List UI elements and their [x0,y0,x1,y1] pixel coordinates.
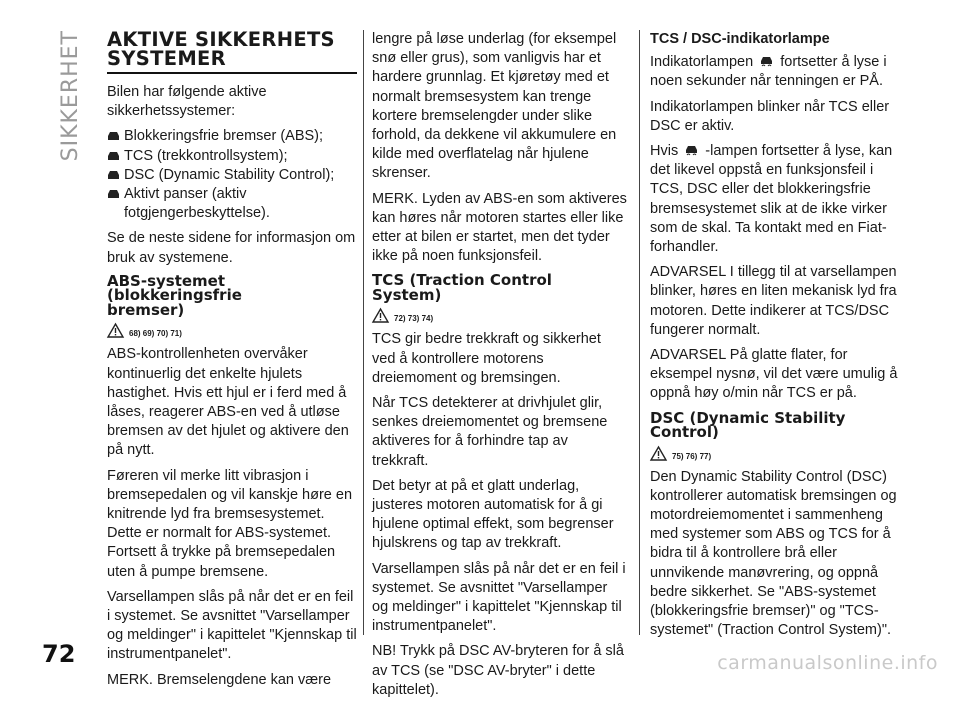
column-divider [639,30,640,635]
systems-list [107,127,357,223]
paragraph: Indikatorlampen fortsetter å lyse i noen sekunder når tenningen er PÅ. [650,54,887,90]
chapter-title: AKTIVE SIKKERHETS SYSTEMER [107,30,357,74]
paragraph: Det betyr at på et glatt underlag, justeres motoren automatisk for å gi hjulene optimal effekt, som begrenser hjulskrens og tap av trekkraft. [372,477,614,552]
indicator-subhead: TCS / DSC-indikatorlampe [650,31,830,47]
list-item: DSC (Dynamic Stability Control); [107,166,357,185]
column-1 [107,30,357,696]
column-2 [372,30,627,706]
list-item: Aktivt panser (aktiv fotgjengerbeskyttelse). [107,185,357,223]
section-label: SIKKERHET [58,30,83,162]
paragraph: Hvis -lampen fortsetter å lyse, kan det likevel oppstå en funksjonsfeil i TCS, DSC eller det blokkeringsfrie bremsesystemet slik at de ikke virker som de skal. Ta kontakt med en Fiat-forhandler. [650,143,893,256]
see-next-text: Se de neste sidene for informasjon om bruk av systemene. [107,230,356,266]
paragraph: ADVARSEL På glatte flater, for eksempel nysnø, vil det være umulig å oppnå høy o/min når TCS er på. [650,347,898,402]
abs-warning-refs [107,323,357,338]
paragraph: MERK. Bremselengdene kan være [107,671,332,688]
car-bullet-icon [107,189,120,199]
paragraph: MERK. Lyden av ABS-en som aktiveres kan høres når motoren startes eller like etter at bilen er startet, men det tyder ikke på noen funksjonsfeil. [372,190,627,265]
column-3 [650,30,900,646]
paragraph: lengre på løse underlag (for eksempel snø eller grus), som vanligvis har et hardere grunnlag. Et kjøretøy med et normalt bremsesystem kan trenge kortere bremselengder under slike forhold, da dekkene vil akkumulere en kilde med overflatelag når hjulene skrenser. [372,31,617,182]
paragraph: Føreren vil merke litt vibrasjon i bremsepedalen og vil kanskje høre en knitrende lyd fra bremsesystemet. Dette er normalt for ABS-systemet. Fortsett å trykke på bremsepedalen uten å pumpe bremsene. [107,467,353,580]
car-bullet-icon [107,151,120,161]
chapter-tab [0,0,82,190]
paragraph: Indikatorlampen blinker når TCS eller DSC er aktiv. [650,98,890,134]
list-item: TCS (trekkontrollsystem); [107,147,357,166]
car-bullet-icon [107,131,120,141]
paragraph: Varsellampen slås på når det er en feil i systemet. Se avsnittet "Varsellamper og meldinger" i kapittelet "Kjennskap til instrumentpanelet". [372,560,626,635]
paragraph: ADVARSEL I tillegg til at varsellampen blinker, høres en liten mekanisk lyd fra motoren. Dette indikerer at TCS/DSC fungerer normalt. [650,264,897,338]
page-number: 72 [42,640,76,668]
watermark: carmanualsonline.info [717,652,938,674]
warning-triangle-icon [372,308,389,323]
dsc-warning-refs [650,446,900,461]
warning-references: 72) 73) 74) [394,314,434,324]
paragraph: NB! Trykk på DSC AV-bryteren for å slå av TCS (se "DSC AV-bryter" i dette kapittelet). [372,643,624,698]
column-divider [363,30,364,635]
tcs-section-title: TCS (Traction Control System) [372,271,552,304]
skid-car-icon [684,143,699,157]
intro-text: Bilen har følgende aktive sikkerhetssystemer: [107,84,267,120]
warning-references: 68) 69) 70) 71) [129,329,182,339]
tcs-warning-refs [372,308,627,323]
paragraph: TCS gir bedre trekkraft og sikkerhet ved å kontrollere motorens dreiemoment og bremsingen. [372,331,601,386]
warning-triangle-icon [650,446,667,461]
car-bullet-icon [107,170,120,180]
skid-car-icon [759,54,774,68]
paragraph: ABS-kontrollenheten overvåker kontinuerlig det enkelte hjulets hastighet. Hvis ett hjul er i ferd med å låses, reagerer ABS-en ved å utløse bremsen av det hjulet og aktivere den på nytt. [107,346,349,459]
paragraph: Den Dynamic Stability Control (DSC) kontrollerer automatisk bremsingen og motordreiemomentet i sammenheng med systemer som ABS og TCS for å bidra til å kontrollere brå eller unnvikende manøvrering, og oppnå bedre sikkerhet. Se "ABS-systemet (blokkeringsfrie bremser)" og "TCS-systemet" (Traction Control System)". [650,468,897,639]
paragraph: Når TCS detekterer at drivhjulet glir, senkes dreiemomentet og bremsene aktiveres for å forhindre tap av trekkraft. [372,395,608,469]
dsc-section-title: DSC (Dynamic Stability Control) [650,408,846,442]
abs-section-title: ABS-systemet (blokkeringsfrie bremser) [107,271,242,319]
warning-triangle-icon [107,323,124,338]
paragraph: Varsellampen slås på når det er en feil i systemet. Se avsnittet "Varsellamper og meldinger" i kapittelet "Kjennskap til instrumentpanelet". [107,588,357,663]
warning-references: 75) 76) 77) [672,451,712,461]
list-item: Blokkeringsfrie bremser (ABS); [107,127,357,146]
